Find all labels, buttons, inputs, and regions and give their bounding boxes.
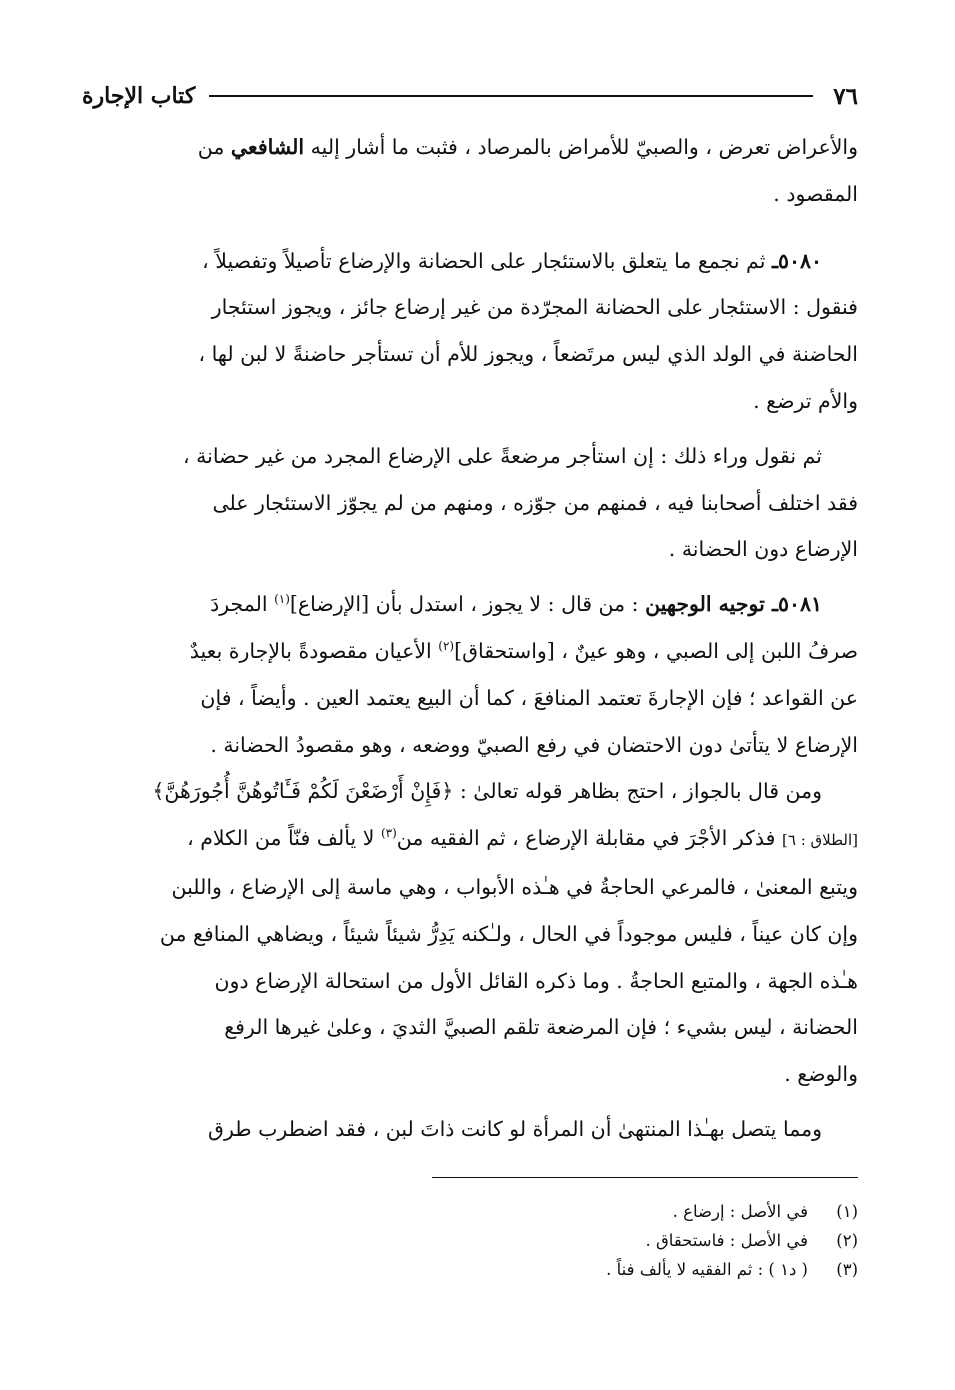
footnote-ref-2: (٢) <box>438 639 455 654</box>
paragraph-6 <box>82 1106 858 1153</box>
paragraph-3 <box>82 433 858 573</box>
text-line: ثم نجمع ما يتعلق بالاستئجار على الحضانة والإرضاع تأصيلاً وتفصيلاً ، <box>202 248 766 273</box>
quran-citation: [الطلاق : ٦] <box>782 831 858 850</box>
footnote-ref-1: (١) <box>274 592 290 607</box>
footnote-text: في الأصل : فاستحقاق . <box>645 1231 808 1250</box>
text-line: ومن قال بالجواز ، احتج بظاهر قوله تعالىٰ : ﴿فَإِنْ أَرْضَعْنَ لَكُمْ فَـَٔاتُوهُنَّ أُجُورَهُنَّ﴾ <box>152 779 822 804</box>
text-line: الأعيان مقصودةً بالإجارة بعيدٌ <box>189 638 432 663</box>
page-number: ٧٦ <box>833 82 858 110</box>
footnote-number: (١) <box>836 1202 858 1221</box>
text-line: الحضانة ، ليس بشيء ؛ فإن المرضعة تلقم الصبيَّ الثديَ ، وعلىٰ غيرها الرفع <box>224 1015 858 1040</box>
text-line: والوضع . <box>784 1062 858 1087</box>
text-line: المجردَ <box>210 592 268 617</box>
footnote-rule <box>432 1177 858 1178</box>
text-line: الحاضنة في الولد الذي ليس مرتَضعاً ، ويجوز للأم أن تستأجر حاضنةً لا لبن لها ، <box>198 342 858 367</box>
paragraph-2 <box>82 238 858 425</box>
footnote-text: في الأصل : إرضاع . <box>672 1202 808 1221</box>
text-line: والأعراض تعرض ، والصبيّ للأمراض بالمرصاد ، فثبت ما أشار إليه <box>310 135 858 159</box>
footnote-number: (٣) <box>836 1260 858 1279</box>
text-line: فقد اختلف أصحابنا فيه ، فمنهم من جوّزه ، ومنهم من لم يجوّز الاستئجار على <box>212 490 858 515</box>
text-line: والأم ترضع . <box>753 388 858 413</box>
text-line: : من قال : لا يجوز ، استدل بأن [الإرضاع] <box>289 592 639 617</box>
running-title: كتاب الإجارة <box>82 83 196 109</box>
section-heading: ٥٠٨١ـ توجيه الوجهين <box>645 592 822 617</box>
paragraph-1 <box>82 124 858 218</box>
section-number: ٥٠٨٠ـ <box>771 248 822 273</box>
footnote-ref-3: (٣) <box>380 826 397 841</box>
text-line: هـٰذه الجهة ، والمتبع الحاجةُ . وما ذكره القائل الأول من استحالة الإرضاع دون <box>214 968 858 993</box>
paragraph-4 <box>82 581 858 768</box>
footnote-2 <box>82 1226 858 1255</box>
text-line: فنقول : الاستئجار على الحضانة المجرّدة من غير إرضاع جائز ، ويجوز استئجار <box>211 295 858 320</box>
text-line: الإرضاع لا يتأتىٰ دون الاحتضان في رفع الصبيّ ووضعه ، وهو مقصودُ الحضانة . <box>210 732 858 757</box>
text-line: وإن كان عيناً ، فليس موجوداً في الحال ، ولـٰكنه يَدِرُّ شيئاً شيئاً ، ويضاهي المنافع من <box>159 921 858 946</box>
footnotes <box>82 1197 858 1284</box>
page-header <box>82 78 858 114</box>
text-line: من <box>197 135 225 159</box>
text-line: لا يألف فنّاً من الكلام ، <box>187 826 375 851</box>
text-line: ويتبع المعنىٰ ، فالمرعي الحاجةُ في هـٰذه الأبواب ، وهي ماسة إلى الإرضاع ، واللبن <box>171 874 858 899</box>
header-rule <box>209 95 813 97</box>
body-text <box>82 124 858 1153</box>
text-line: فذكر الأجْرَ في مقابلة الإرضاع ، ثم الفقيه من <box>396 826 776 851</box>
text-line: صرفُ اللبن إلى الصبي ، وهو عينٌ ، [واستحقاق] <box>454 638 858 663</box>
text-line: ثم نقول وراء ذلك : إن استأجر مرضعةً على الإرضاع المجرد من غير حضانة ، <box>182 443 822 468</box>
paragraph-5 <box>82 768 858 1098</box>
footnote-text: ( د١ ) : ثم الفقيه لا يألف فناً . <box>606 1260 808 1279</box>
bold-name: الشافعي <box>230 135 305 159</box>
text-line: عن القواعد ؛ فإن الإجارةَ تعتمد المنافعَ ، كما أن البيع يعتمد العين . وأيضاً ، فإن <box>200 685 858 710</box>
text-line: المقصود . <box>773 181 858 206</box>
text-line: الإرضاع دون الحضانة . <box>668 537 858 562</box>
footnote-1 <box>82 1197 858 1226</box>
footnote-number: (٢) <box>836 1231 858 1250</box>
text-line: ومما يتصل بهـٰذا المنتهىٰ أن المرأة لو كانت ذاتَ لبن ، فقد اضطرب طرق <box>208 1116 822 1141</box>
footnote-3 <box>82 1255 858 1284</box>
